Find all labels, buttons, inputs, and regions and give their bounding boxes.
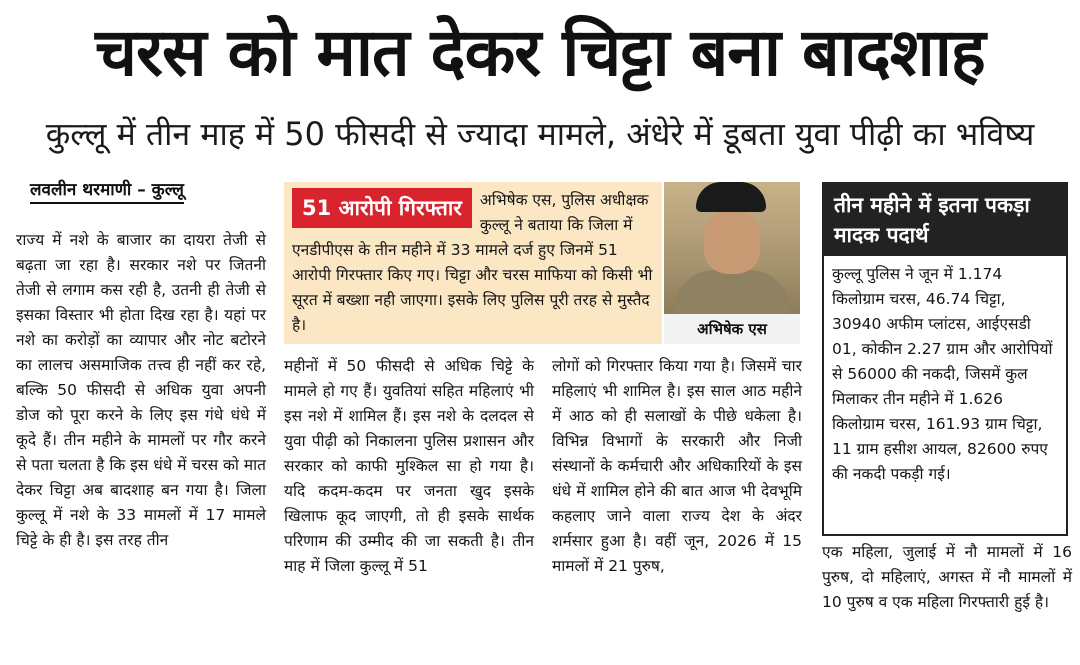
seizure-side-box [822, 182, 1068, 536]
info-box [284, 182, 662, 344]
face-shape [704, 208, 760, 274]
side-box-title: तीन महीने में इतना पकड़ा मादक पदार्थ [824, 184, 1066, 256]
cap-shape [696, 182, 766, 212]
info-box-text: अभिषेक एस, पुलिस अधीक्षक कुल्लू ने बताया कि जिला में एनडीपीएस के तीन महीने में 33 मामले दर्ज हुए जिनमें 51 आरोपी गिरफ्तार किए गए। चिट्टा और चरस माफिया को किसी भी सूरत में बख्शा नही जाएगा। इसके लिए पुलिस पूरी तरह से मुस्तैद है। [292, 191, 653, 334]
byline [30, 178, 260, 202]
article-column-1: राज्य में नशे के बाजार का दायरा तेजी से बढ़ता जा रहा है। सरकार नशे पर जितनी तेजी से लगाम कस रही है, उतनी ही तेजी से इसका विस्तार भी होता दिख रहा है। यहां पर नशे का करोड़ों का व्यापार और नोट बटोरने का लालच असमाजिक तत्त्व ही नहीं कर रहे, बल्कि 50 फीसदी से अधिक युवा अपनी डोज को पूरा करने के लिए इस गंधे धंधे में कूदे हैं। तीन महीने के मामलों पर गौर करने से पता चलता है कि इस धंधे में चरस को मात देकर चिट्टा अब बादशाह बन गया है। जिला कुल्लू में नशे के 33 मामलों में 17 मामले चिट्टे के ही है। इस तरह तीन [16, 231, 266, 549]
photo-caption: अभिषेक एस [664, 314, 800, 344]
headline: चरस को मात देकर चिट्टा बना बादशाह [95, 14, 985, 91]
byline-text: लवलीन थरमाणी – कुल्लू [30, 180, 184, 204]
article-column-4: एक महिला, जुलाई में नौ मामलों में 16 पुरुष, दो महिलाएं, अगस्त में नौ मामलों में 10 पुरुष व एक महिला गिरफ्तारी हुई है। [822, 543, 1072, 611]
arrest-badge: 51 आरोपी गिरफ्तार [292, 188, 472, 228]
officer-photo [664, 182, 800, 344]
subheadline: कुल्लू में तीन माह में 50 फीसदी से ज्यादा मामले, अंधेरे में डूबता युवा पीढ़ी का भविष्य [45, 115, 1035, 153]
article-column-3: लोगों को गिरफ्तार किया गया है। जिसमें चार महिलाएं भी शामिल है। इस साल आठ महीने में आठ को ही सलाखों के पीछे धकेला है। विभिन्न विभागों के सरकारी और निजी संस्थानों के कर्मचारी और अधिकारियों के इस धंधे में शामिल होने की बात आज भी देवभूमि कहलाए जाने वाला राज्य देश के अंदर शर्मसार हुआ है। वहीं जून, 2026 में 15 मामलों में 21 पुरुष, [552, 357, 802, 575]
side-box-text: कुल्लू पुलिस ने जून में 1.174 किलोग्राम चरस, 46.74 चिट्टा, 30940 अफीम प्लांटस, आईएसडी 01, कोकीन 2.27 ग्राम और आरोपियों से 56000 की नकदी, जिसमें कुल मिलाकर तीन महीने में 1.626 किलोग्राम चरस, 161.93 ग्राम चिट्टा, 11 ग्राम हसीश आयल, 82600 रुपए की नकदी पकड़ी गई। [832, 265, 1053, 483]
article-column-2: महीनों में 50 फीसदी से अधिक चिट्टे के मामले हो गए हैं। युवतियां सहित महिलाएं भी इस नशे में शामिल हैं। इस नशे के दलदल से युवा पीढ़ी को निकालना पुलिस प्रशासन और सरकार को काफी मुश्किल सा हो गया है। यदि कदम-कदम पर जनता खुद इसके खिलाफ कूद जाएगी, तो ही इसके सार्थक परिणाम की उम्मीद की जा सकती है। तीन माह में जिला कुल्लू में 51 [284, 357, 534, 575]
